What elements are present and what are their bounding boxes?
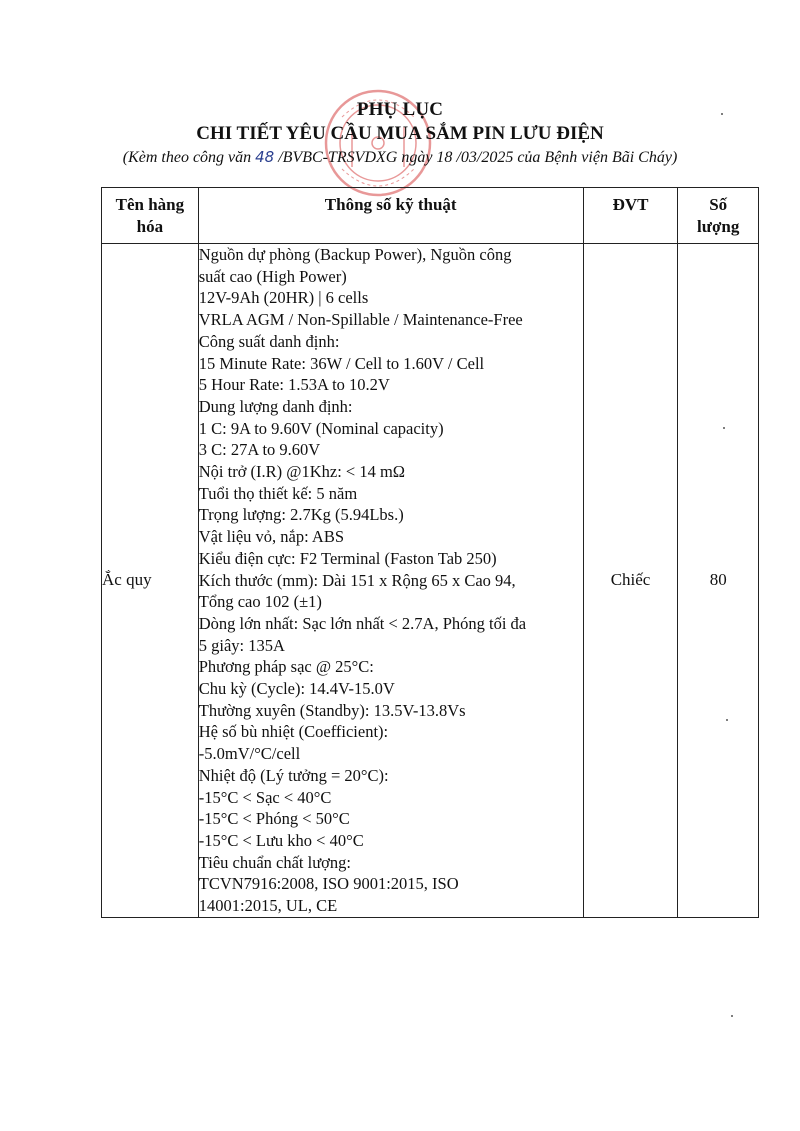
spec-line: Dòng lớn nhất: Sạc lớn nhất < 2.7A, Phóng tối đa (198, 613, 527, 633)
spec-line: Kích thước (mm): Dài 151 x Rộng 65 x Cao 94, (198, 570, 516, 590)
spec-line: Kiểu điện cực: F2 Terminal (Faston Tab 250) (198, 548, 497, 568)
spec-line: Thường xuyên (Standby): 13.5V-13.8Vs (198, 700, 466, 720)
subtitle-suffix: /BVBC-TRSVDXG ngày 18 /03/2025 của Bệnh viện Bãi Cháy) (274, 149, 678, 166)
specifications-cell (198, 244, 583, 918)
spec-line: Trọng lượng: 2.7Kg (5.94Lbs.) (198, 505, 404, 525)
specification-table (101, 187, 759, 918)
spec-line: Dung lượng danh định: (198, 396, 353, 416)
spec-line: 5 Hour Rate: 1.53A to 10.2V (198, 375, 390, 395)
spec-line: -15°C < Lưu kho < 40°C (198, 830, 364, 850)
spec-line: Tổng cao 102 (±1) (198, 592, 322, 612)
quantity-cell: 80 (678, 244, 759, 918)
spec-line: -15°C < Phóng < 50°C (198, 809, 350, 829)
table-header-row (102, 188, 759, 244)
spec-line: Hệ số bù nhiệt (Coefficient): (198, 722, 389, 742)
table-row (102, 244, 759, 918)
document-subtitle (0, 146, 800, 169)
spec-line: Phương pháp sạc @ 25°C: (198, 657, 374, 677)
scan-speck (721, 113, 723, 115)
subtitle-prefix: (Kèm theo công văn (122, 149, 256, 166)
header-quantity: Số lượng (678, 188, 759, 244)
spec-line: Công suất danh định: (198, 331, 340, 351)
spec-line: Tuổi thọ thiết kế: 5 năm (198, 483, 358, 503)
header-item-name: Tên hàng hóa (102, 188, 199, 244)
spec-line: 5 giây: 135A (198, 635, 285, 655)
spec-line: Nhiệt độ (Lý tưởng = 20°C): (198, 765, 389, 785)
scan-speck (726, 719, 728, 721)
spec-line: suất cao (High Power) (198, 266, 347, 286)
spec-line: -5.0mV/°C/cell (198, 744, 301, 764)
spec-line: 14001:2015, UL, CE (198, 896, 338, 916)
scan-speck (723, 427, 725, 429)
spec-line: 3 C: 27A to 9.60V (198, 440, 321, 460)
spec-line: Nguồn dự phòng (Backup Power), Nguồn công (198, 245, 512, 264)
header-unit: ĐVT (583, 188, 678, 244)
spec-line: VRLA AGM / Non-Spillable / Maintenance-Free (198, 310, 523, 330)
spec-line: Nội trở (I.R) @1Khz: < 14 mΩ (198, 462, 406, 482)
spec-line: 1 C: 9A to 9.60V (Nominal capacity) (198, 418, 444, 438)
spec-line: Tiêu chuẩn chất lượng: (198, 852, 351, 872)
document-header (0, 98, 800, 169)
header-specifications: Thông số kỹ thuật (198, 188, 583, 244)
document-title: CHI TIẾT YÊU CẦU MUA SẮM PIN LƯU ĐIỆN (196, 123, 604, 144)
appendix-title: PHỤ LỤC (356, 99, 444, 120)
spec-line: Vật liệu vỏ, nắp: ABS (198, 527, 345, 547)
item-name-cell: Ắc quy (102, 244, 199, 918)
spec-line: 12V-9Ah (20HR) | 6 cells (198, 288, 369, 308)
scan-speck (731, 1015, 733, 1017)
unit-cell: Chiếc (583, 244, 678, 918)
spec-line: 15 Minute Rate: 36W / Cell to 1.60V / Cell (198, 353, 485, 373)
spec-line: TCVN7916:2008, ISO 9001:2015, ISO (198, 874, 459, 894)
spec-line: -15°C < Sạc < 40°C (198, 787, 332, 807)
handwritten-document-number: 48 (255, 148, 275, 166)
spec-line: Chu kỳ (Cycle): 14.4V-15.0V (198, 679, 395, 699)
